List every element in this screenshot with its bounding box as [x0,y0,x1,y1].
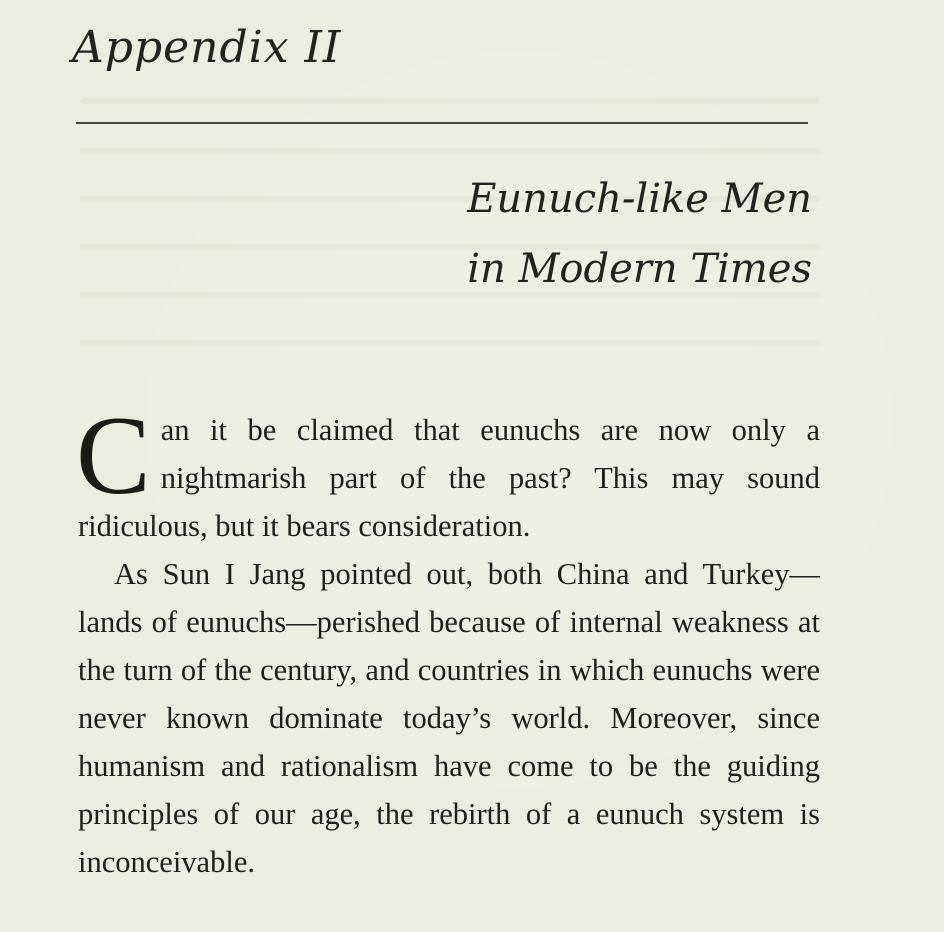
paragraph-2: As Sun I Jang pointed out, both China and Turkey—lands of eunuchs—perished because of internal weakness at the turn of the century, and countries in which eunuchs were never known dominate today’s world. Moreover, since humanism and rationalism have come to be the guiding principles of our age, the rebirth of a eunuch system is inconceivable. [78,557,820,879]
show-through-line [80,340,820,346]
title-divider [76,122,808,124]
drop-cap: C [76,394,151,518]
show-through-line [80,98,820,104]
paragraph-1 [76,394,820,550]
chapter-title [467,164,812,304]
show-through-line [80,148,820,154]
body-text [76,394,820,886]
chapter-title-line-2: in Modern Times [467,246,812,292]
chapter-title-line-1: Eunuch-like Men [467,176,812,222]
paragraph-1-text: an it be claimed that eunuchs are now only a nightmarish part of the past? This may sound ridiculous, but it bears consideration. [78,413,820,543]
appendix-heading: Appendix II [72,22,342,73]
